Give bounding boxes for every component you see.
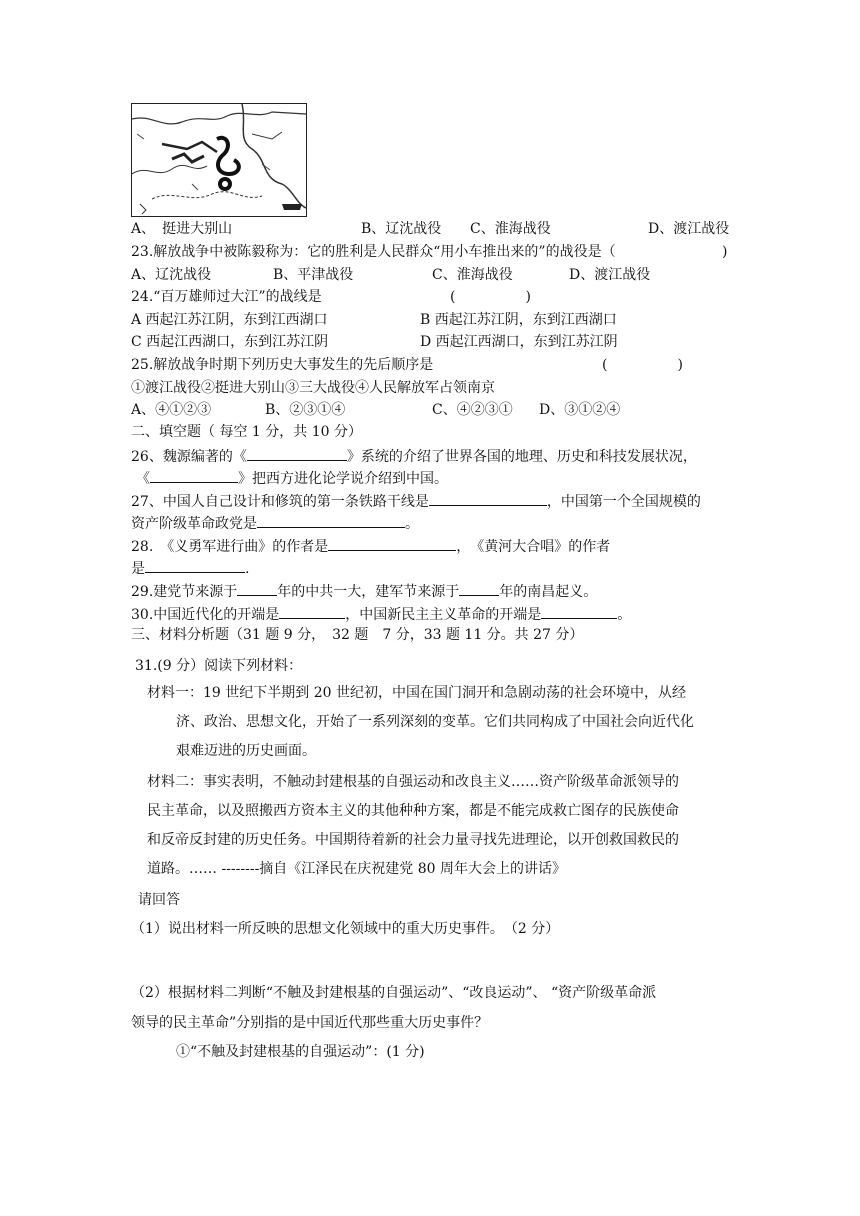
q30-text-a: 30.中国近代化的开端是 [131,607,280,623]
q26-line-1 [131,445,697,465]
q25-stem: 25.解放战争时期下列历史大事发生的先后顺序是 [131,357,434,373]
q29-text-b: 年的中共一大，建军节来源于 [277,584,460,600]
q23-option-b: B、平津战役 [273,267,354,283]
q29-blank-1[interactable] [237,580,277,596]
q28-text-c: 是 [131,561,145,577]
q30-line [131,603,631,623]
q28-blank-1[interactable] [328,535,456,551]
q27-text-d: 。 [405,516,419,532]
q29-line [131,580,597,600]
q26-text-d: 》把西方进化论学说介绍到中国。 [238,471,448,487]
q25-option-d: D、③①②④ [539,402,621,418]
q24-answer-paren: ( ) [450,289,531,305]
q31-ask: 请回答 [138,892,180,908]
q26-text-b: 》系统的介绍了世界各国的地理、历史和科技发展状况， [346,449,697,465]
q25-events: ①渡江战役②挺进大别山③三大战役④人民解放军占领南京 [131,380,495,396]
q25-answer-paren: ( ) [602,357,683,373]
q24-stem: 24.“百万雄师过大江”的战线是 [131,289,322,305]
q27-blank-2[interactable] [257,512,405,528]
q26-text-a: 26、魏源编著的《 [131,449,247,465]
q31-heading: 31.(9 分）阅读下列材料： [135,658,303,674]
q31-material-2-line-3: 和反帝反封建的历史任务。中国期待着新的社会力量寻找先进理论，以开创救国救民的 [147,832,679,848]
q27-text-c: 资产阶级革命政党是 [131,516,257,532]
q31-subquestion-2-item-1: ①“不触及封建根基的自强运动”：(1 分) [176,1044,425,1060]
q22-option-c: C、淮海战役 [470,221,551,237]
q30-text-c: 。 [617,607,632,623]
q22-option-b: B、辽沈战役 [361,221,442,237]
q24-option-d: D 西起江西湖口，东到江苏江阴 [420,334,618,350]
q23-stem: 23.解放战争中被陈毅称为：它的胜利是人民群众“用小车推出来的”的战役是（ [131,244,616,260]
q30-text-b: ，中国新民主主义革命的开端是 [345,607,542,623]
q25-option-a: A、④①②③ [131,402,212,418]
q31-material-1-line-1: 材料一：19 世纪下半期到 20 世纪初，中国在国门洞开和急剧动荡的社会环境中，从经 [147,685,686,701]
q31-material-1-line-3: 艰难迈进的历史画面。 [176,743,316,759]
q24-option-a: A 西起江苏江阴，东到江西湖口 [131,312,328,328]
q22-option-a: A、 挺进大别山 [131,221,233,237]
q23-option-c: C、淮海战役 [432,267,513,283]
q23-paren-close: ) [722,244,728,260]
q26-blank-2[interactable] [150,467,238,483]
q26-blank-1[interactable] [247,445,347,461]
q28-line-1 [131,535,610,555]
q31-material-2-line-2: 民主革命，以及照搬西方资本主义的其他种种方案，都是不能完成救亡图存的民族使命 [147,803,679,819]
map-icon [131,103,307,217]
q28-text-a: 28. 《义勇军进行曲》的作者是 [131,539,329,555]
q27-line-2 [131,512,419,532]
q29-text-c: 年的南昌起义。 [499,584,598,600]
q27-text-a: 27、中国人自己设计和修筑的第一条铁路干线是 [131,494,429,510]
q31-material-2-line-1: 材料二：事实表明，不触动封建根基的自强运动和改良主义……资产阶级革命派领导的 [147,774,679,790]
q31-subquestion-1: （1）说出材料一所反映的思想文化领域中的重大历史事件。 （2 分） [131,921,560,937]
q27-blank-1[interactable] [429,490,547,506]
q31-subquestion-2-line-1: （2）根据材料二判断“不触及封建根基的自强运动”、“改良运动”、 “资产阶级革命派 [131,985,657,1001]
q31-material-2-line-4: 道路。…… --------摘自《江泽民在庆祝建党 80 周年大会上的讲话》 [147,861,567,877]
q27-text-b: ，中国第一个全国规模的 [546,494,701,510]
q28-line-2 [131,557,249,577]
q29-text-a: 29.建党节来源于 [131,584,238,600]
section-2-title: 二、填空题（ 每空 1 分，共 10 分） [131,424,362,440]
q27-line-1 [131,490,701,510]
q31-material-1-line-2: 济、政治、思想文化，开始了一系列深刻的变革。它们共同构成了中国社会向近代化 [176,714,694,730]
q28-blank-2[interactable] [145,557,245,573]
q22-option-d: D、渡江战役 [648,221,730,237]
section-3-title: 三、材料分析题（31 题 9 分， 32 题 7 分，33 题 11 分。共 27 分） [131,627,584,643]
q28-text-b: ， 《黄河大合唱》的作者 [456,539,611,555]
q24-option-b: B 西起江苏江阴，东到江西湖口 [420,312,617,328]
q26-text-c: 《 [136,471,150,487]
q28-text-d: . [245,561,250,577]
q25-option-c: C、④②③① [432,402,513,418]
q29-blank-2[interactable] [459,580,499,596]
q30-blank-2[interactable] [541,603,617,619]
q24-option-c: C 西起江西湖口，东到江苏江阴 [131,334,329,350]
q23-option-a: A、辽沈战役 [131,267,212,283]
q30-blank-1[interactable] [279,603,345,619]
q25-option-b: B、②③①④ [265,402,346,418]
q26-line-2 [136,467,448,487]
q31-subquestion-2-line-2: 领导的民主革命”分别指的是中国近代那些重大历史事件？ [131,1015,489,1031]
q23-option-d: D、渡江战役 [569,267,651,283]
